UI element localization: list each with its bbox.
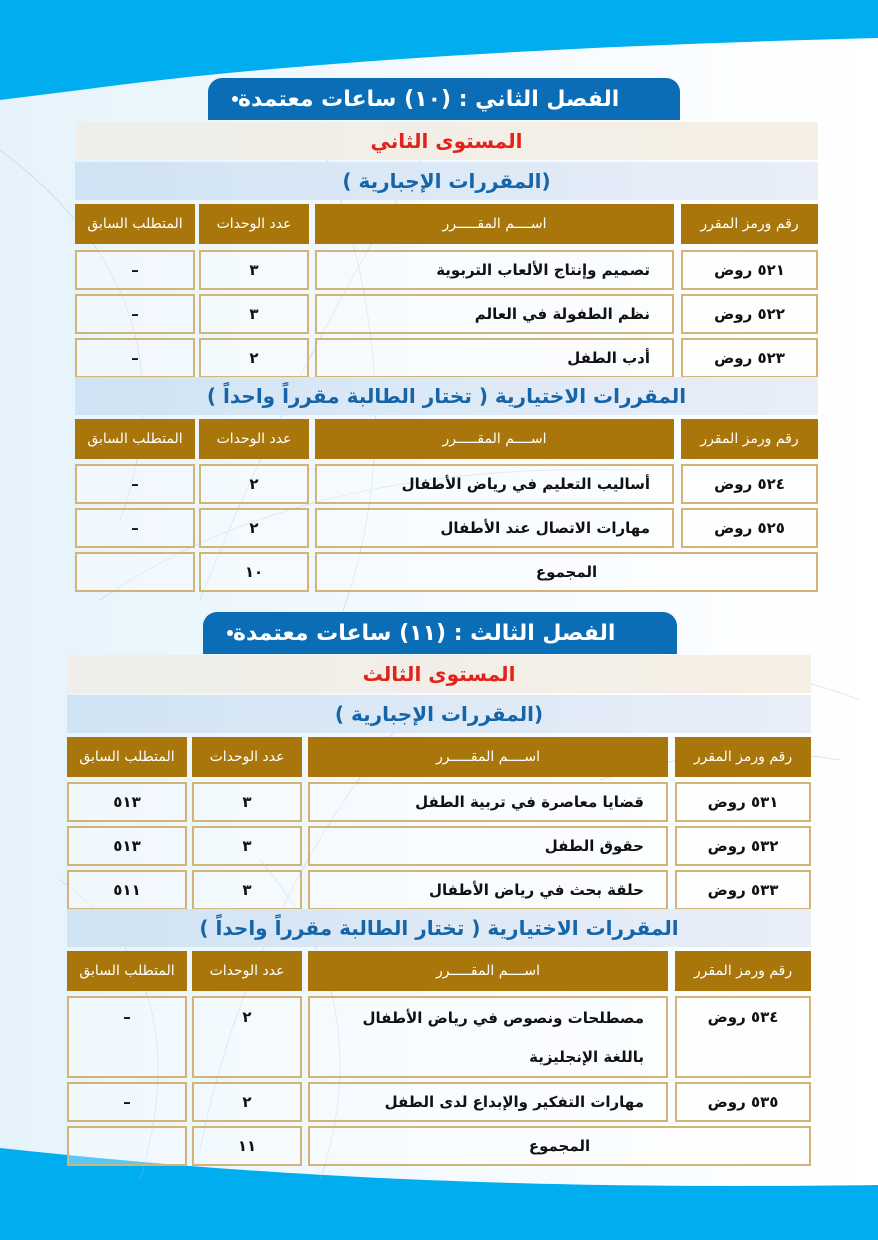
course-name-cell	[308, 996, 668, 1078]
required-group-title: (المقررات الإجبارية )	[67, 695, 811, 733]
table-header-row	[0, 419, 878, 459]
course-code-cell: ٥٢٥ روض	[681, 508, 818, 548]
total-units-cell: ١٠	[199, 552, 309, 592]
course-code-cell: ٥٢١ روض	[681, 250, 818, 290]
units-cell: ٢	[199, 508, 309, 548]
prereq-cell: ٥١٣	[67, 782, 187, 822]
course-name-cell: تصميم وإنتاج الألعاب التربوية	[315, 250, 674, 290]
col-name-header: اســــم المقـــــرر	[308, 951, 668, 991]
course-name-cell: مهارات التفكير والإبداع لدى الطفل	[308, 1082, 668, 1122]
units-cell: ٣	[199, 294, 309, 334]
prereq-cell: –	[67, 996, 187, 1078]
course-name-line2: باللغة الإنجليزية	[529, 1047, 644, 1066]
col-name-header: اســــم المقـــــرر	[315, 419, 674, 459]
col-code-header: رقم ورمز المقرر	[675, 951, 811, 991]
course-code-cell: ٥٢٤ روض	[681, 464, 818, 504]
level-title: المستوى الثاني	[75, 122, 818, 160]
table-row	[0, 508, 878, 548]
course-name-cell: حقوق الطفل	[308, 826, 668, 866]
course-name-cell: أساليب التعليم في رياض الأطفال	[315, 464, 674, 504]
col-code-header: رقم ورمز المقرر	[675, 737, 811, 777]
course-name-cell: مهارات الاتصال عند الأطفال	[315, 508, 674, 548]
prereq-cell: –	[75, 508, 195, 548]
course-code-cell: ٥٢٣ روض	[681, 338, 818, 378]
course-code-cell: ٥٣٤ روض	[675, 996, 811, 1078]
prereq-cell	[75, 552, 195, 592]
col-code-header: رقم ورمز المقرر	[681, 204, 818, 244]
col-units-header: عدد الوحدات	[199, 204, 309, 244]
col-prereq-header: المتطلب السابق	[67, 951, 187, 991]
total-label-cell: المجموع	[315, 552, 818, 592]
table-row	[0, 1082, 878, 1122]
required-group-title: (المقررات الإجبارية )	[75, 162, 818, 200]
col-prereq-header: المتطلب السابق	[75, 204, 195, 244]
course-name-cell: قضايا معاصرة في تربية الطفل	[308, 782, 668, 822]
table-row	[0, 826, 878, 866]
prereq-cell: –	[75, 294, 195, 334]
level-title: المستوى الثالث	[67, 655, 811, 693]
course-name-cell: حلقة بحث في رياض الأطفال	[308, 870, 668, 910]
col-prereq-header: المتطلب السابق	[67, 737, 187, 777]
units-cell: ٢	[192, 1082, 302, 1122]
elective-group-title: المقررات الاختيارية ( تختار الطالبة مقرراً واحداً )	[75, 377, 818, 415]
table-header-row	[0, 204, 878, 244]
course-code-cell: ٥٣٢ روض	[675, 826, 811, 866]
units-cell: ٣	[192, 826, 302, 866]
table-header-row	[0, 737, 878, 777]
units-cell: ٣	[192, 782, 302, 822]
course-code-cell: ٥٢٢ روض	[681, 294, 818, 334]
prereq-cell: –	[67, 1082, 187, 1122]
col-prereq-header: المتطلب السابق	[75, 419, 195, 459]
table-row	[0, 250, 878, 290]
col-code-header: رقم ورمز المقرر	[681, 419, 818, 459]
term-header	[203, 612, 677, 654]
units-cell: ٢	[199, 464, 309, 504]
col-name-header: اســــم المقـــــرر	[315, 204, 674, 244]
units-cell: ٢	[192, 996, 302, 1078]
term-title: الفصل الثاني : (١٠) ساعات معتمدة	[238, 86, 620, 112]
prereq-cell: –	[75, 338, 195, 378]
units-cell: ٣	[192, 870, 302, 910]
col-units-header: عدد الوحدات	[199, 419, 309, 459]
units-cell: ٢	[199, 338, 309, 378]
table-row	[0, 870, 878, 910]
table-row	[0, 464, 878, 504]
col-units-header: عدد الوحدات	[192, 737, 302, 777]
table-row	[0, 294, 878, 334]
total-units-cell: ١١	[192, 1126, 302, 1166]
course-code-cell: ٥٣٣ روض	[675, 870, 811, 910]
prereq-cell: –	[75, 250, 195, 290]
bullet-icon	[232, 96, 238, 102]
elective-group-title: المقررات الاختيارية ( تختار الطالبة مقرراً واحداً )	[67, 909, 811, 947]
prereq-cell: ٥١١	[67, 870, 187, 910]
total-row	[0, 1126, 878, 1166]
table-row	[0, 996, 878, 1078]
term-header	[208, 78, 680, 120]
total-row	[0, 552, 878, 592]
total-label-cell: المجموع	[308, 1126, 811, 1166]
course-name-line1: مصطلحات ونصوص في رياض الأطفال	[362, 1008, 644, 1027]
course-code-cell: ٥٣٥ روض	[675, 1082, 811, 1122]
table-row	[0, 338, 878, 378]
bullet-icon	[227, 630, 233, 636]
course-name-cell: نظم الطفولة في العالم	[315, 294, 674, 334]
col-units-header: عدد الوحدات	[192, 951, 302, 991]
units-cell: ٣	[199, 250, 309, 290]
course-code-cell: ٥٣١ روض	[675, 782, 811, 822]
prereq-cell: ٥١٣	[67, 826, 187, 866]
col-name-header: اســــم المقـــــرر	[308, 737, 668, 777]
term-title: الفصل الثالث : (١١) ساعات معتمدة	[233, 620, 616, 646]
prereq-cell: –	[75, 464, 195, 504]
table-row	[0, 782, 878, 822]
course-name-cell: أدب الطفل	[315, 338, 674, 378]
prereq-cell	[67, 1126, 187, 1166]
table-header-row	[0, 951, 878, 991]
